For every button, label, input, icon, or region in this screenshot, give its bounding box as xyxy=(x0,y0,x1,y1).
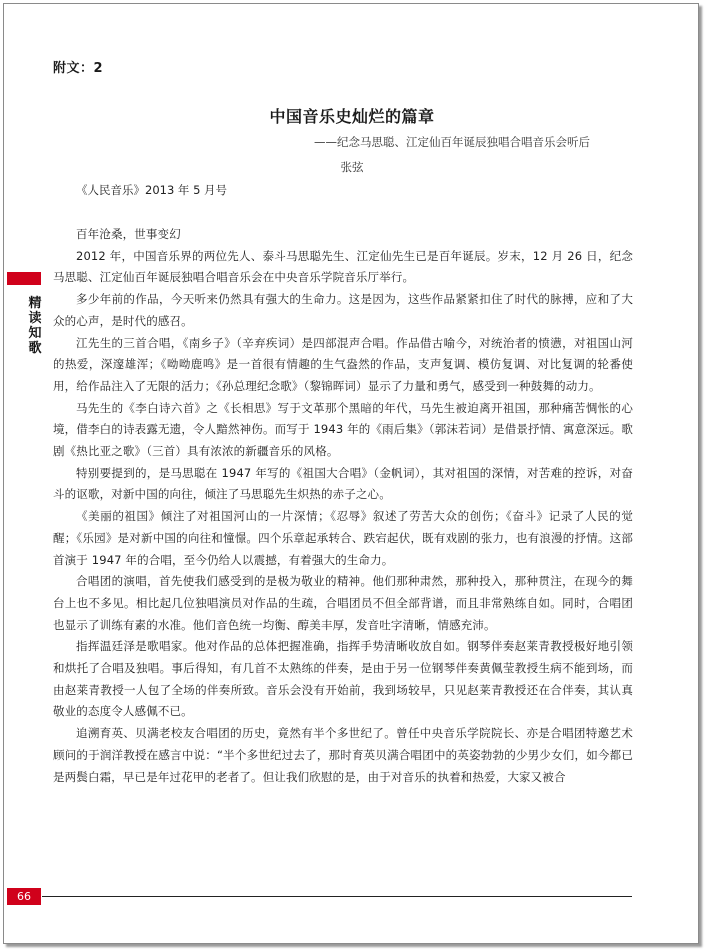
appendix-label: 附文：2 xyxy=(53,61,104,76)
article-source: 《人民音乐》2013 年 5 月号 xyxy=(76,183,228,197)
paragraph: 2012 年，中国音乐界的两位先人、泰斗马思聪先生、江定仙先生已是百年诞辰。岁末，12 月 26 日，纪念马思聪、江定仙百年诞辰独唱合唱音乐会在中央音乐学院音乐厅举行。 xyxy=(53,248,633,285)
page-number: 66 xyxy=(7,888,41,905)
paragraph: 马先生的《李白诗六首》之《长相思》写于文革那个黑暗的年代，马先生被迫离开祖国，那种痛苦惆怅的心境，借李白的诗表露无遗，令人黯然神伤。而写于 1943 年的《雨后集》（郭沫若词）是借景抒情、寓意深远。歌剧《热比亚之歌》（三首）具有浓浓的新疆音乐的风格。 xyxy=(53,400,633,459)
article-body xyxy=(53,224,633,788)
column-name-char: 歌 xyxy=(28,341,42,356)
column-name xyxy=(26,296,44,356)
footer-divider xyxy=(42,896,632,897)
paragraph: 指挥温廷泽是歌唱家。他对作品的总体把握准确，指挥手势清晰收放自如。钢琴伴奏赵莱青教授极好地引领和烘托了合唱及独唱。事后得知，有几首不太熟练的伴奏，是由于另一位钢琴伴奏黄佩莹教授生病不能到场，而由赵莱青教授一人包了全场的伴奏所致。音乐会没有开始前，我到场较早，只见赵莱青教授还在合伴奏，其认真敬业的态度令人感佩不已。 xyxy=(53,639,633,719)
paragraph: 多少年前的作品，今天听来仍然具有强大的生命力。这是因为，这些作品紧紧扣住了时代的脉搏，应和了大众的心声，是时代的感召。 xyxy=(53,292,633,328)
paragraph: 合唱团的演唱，首先使我们感受到的是极为敬业的精神。他们那种肃然，那种投入，那种贯注，在现今的舞台上也不多见。相比起几位独唱演员对作品的生疏，合唱团员不但全部背谱，而且非常熟练自如。同时，合唱团也显示了训练有素的水准。他们音色统一均衡、醇美丰厚，发音吐字清晰，情感充沛。 xyxy=(53,574,633,632)
paragraph: 特别要提到的，是马思聪在 1947 年写的《祖国大合唱》（金帆词），其对祖国的深情，对苦难的控诉，对奋斗的讴歌，对新中国的向往，倾注了马思聪先生炽热的赤子之心。 xyxy=(53,465,633,502)
paragraph: 《美丽的祖国》倾注了对祖国河山的一片深情；《忍辱》叙述了劳苦大众的创伤；《奋斗》记录了人民的觉醒；《乐园》是对新中国的向往和憧憬。四个乐章起承转合、跌宕起伏，既有戏剧的张力，也有浪漫的抒情。这部首演于 1947 年的合唱，至今仍给人以震撼，有着强大的生命力。 xyxy=(53,509,633,567)
column-name-char: 读 xyxy=(28,311,42,326)
column-name-char: 精 xyxy=(28,296,42,311)
article-subtitle: ——纪念马思聪、江定仙百年诞辰独唱合唱音乐会听后 xyxy=(314,135,590,149)
document-page xyxy=(3,3,699,944)
column-name-char: 知 xyxy=(28,326,42,341)
paragraph: 江先生的三首合唱，《南乡子》（辛弃疾词）是四部混声合唱。作品借古喻今，对统治者的愤懑，对祖国山河的热爱，深邃雄浑；《呦呦鹿鸣》是一首很有情趣的生气盎然的作品，支声复调、模仿复调、对比复调的轮番使用，给作品注入了无限的活力；《孙总理纪念歌》（黎锦晖词）显示了力量和勇气，感受到一种鼓舞的动力。 xyxy=(53,335,633,393)
article-title: 中国音乐史灿烂的篇章 xyxy=(269,107,435,126)
paragraph: 追溯育英、贝满老校友合唱团的历史，竟然有半个多世纪了。曾任中央音乐学院院长、亦是合唱团特邀艺术顾问的于润洋教授在感言中说：“半个多世纪过去了，那时育英贝满合唱团中的英姿勃勃的少男少女们，如今都已是两鬓白霜，早已是年过花甲的老者了。但让我们欣慰的是，由于对音乐的执着和热爱，大家又被合 xyxy=(53,726,633,784)
article-author: 张弦 xyxy=(340,160,364,174)
paragraph: 百年沧桑，世事变幻 xyxy=(76,227,181,241)
section-marker-tab xyxy=(7,272,41,285)
